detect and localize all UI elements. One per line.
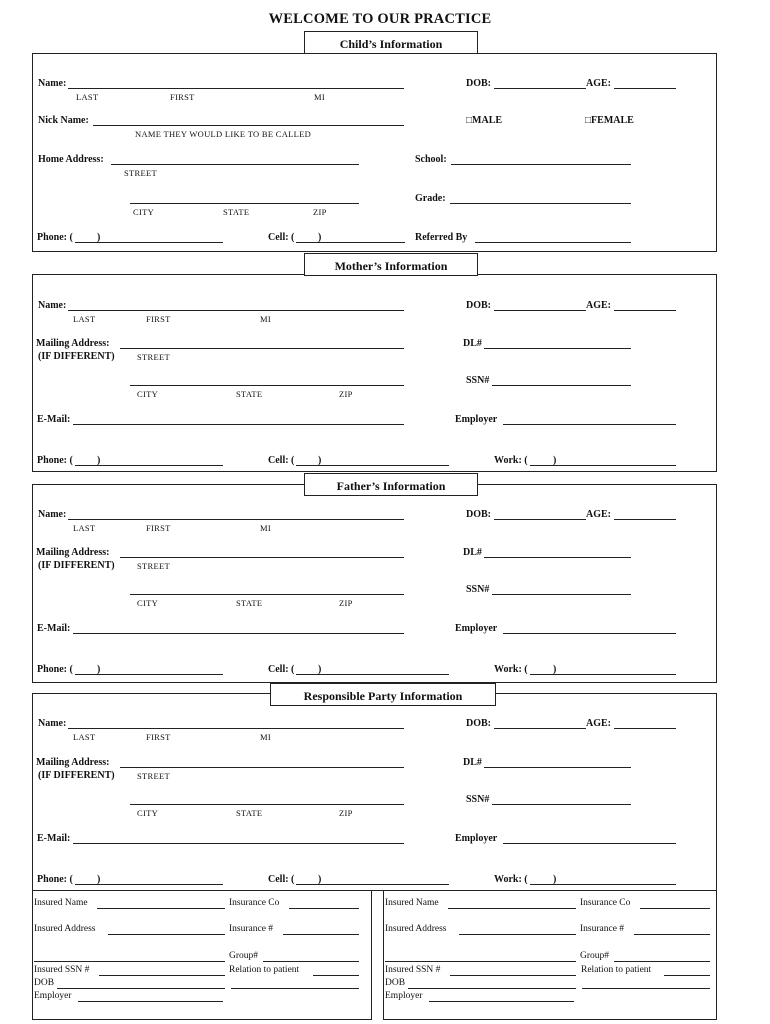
primary-relation-label: Relation to patient xyxy=(229,965,300,975)
father-city-hint: CITY xyxy=(137,598,159,608)
mother-state-hint: STATE xyxy=(236,389,263,399)
primary-insurance-num-field[interactable] xyxy=(283,934,359,935)
responsible-phone-paren: ) xyxy=(97,874,101,885)
mother-name-field[interactable] xyxy=(68,310,404,311)
child-school-label: School: xyxy=(415,154,447,165)
father-email-field[interactable] xyxy=(73,633,404,634)
primary-relation-line2-field[interactable] xyxy=(231,988,359,989)
child-cell-label: Cell: ( xyxy=(268,232,295,243)
responsible-email-label: E-Mail: xyxy=(37,833,71,844)
responsible-dob-label: DOB: xyxy=(466,718,491,729)
mother-last-hint: LAST xyxy=(73,314,96,324)
responsible-party-section xyxy=(32,693,717,891)
responsible-employer-field[interactable] xyxy=(503,843,676,844)
child-street-hint: STREET xyxy=(124,168,157,178)
father-work-field[interactable] xyxy=(530,674,676,675)
father-ssn-label: SSN# xyxy=(466,584,490,595)
responsible-state-hint: STATE xyxy=(236,808,263,818)
secondary-employer-label: Employer xyxy=(385,991,423,1001)
secondary-group-label: Group# xyxy=(580,951,610,961)
secondary-insured-name-label: Insured Name xyxy=(385,898,439,908)
responsible-ssn-label: SSN# xyxy=(466,794,490,805)
primary-insured-name-field[interactable] xyxy=(97,908,225,909)
mother-ssn-field[interactable] xyxy=(492,385,631,386)
child-phone-paren: ) xyxy=(97,232,101,243)
mother-info-section xyxy=(32,274,717,472)
father-employer-field[interactable] xyxy=(503,633,676,634)
mother-ssn-label: SSN# xyxy=(466,375,490,386)
mother-street-hint: STREET xyxy=(137,352,170,362)
mother-age-label: AGE: xyxy=(586,300,611,311)
father-mailing-field[interactable] xyxy=(120,557,404,558)
child-name-label: Name: xyxy=(38,78,67,89)
secondary-insured-address-label: Insured Address xyxy=(385,924,447,934)
father-last-hint: LAST xyxy=(73,523,96,533)
child-school-field[interactable] xyxy=(451,164,631,165)
primary-insured-name-label: Insured Name xyxy=(34,898,88,908)
responsible-phone-label: Phone: ( xyxy=(37,874,73,885)
child-info-section xyxy=(32,53,717,252)
responsible-email-field[interactable] xyxy=(73,843,404,844)
secondary-group-field[interactable] xyxy=(614,961,710,962)
mother-name-label: Name: xyxy=(38,300,67,311)
child-nickname-field[interactable] xyxy=(93,125,404,126)
child-city-state-zip-field[interactable] xyxy=(130,203,359,204)
mother-cell-label: Cell: ( xyxy=(268,455,295,466)
responsible-cell-paren: ) xyxy=(318,874,322,885)
mother-phone-paren: ) xyxy=(97,455,101,466)
responsible-zip-hint: ZIP xyxy=(339,808,353,818)
responsible-age-label: AGE: xyxy=(586,718,611,729)
father-info-section xyxy=(32,484,717,683)
child-street-field[interactable] xyxy=(111,164,359,165)
secondary-insured-ssn-field[interactable] xyxy=(450,975,576,976)
primary-group-field[interactable] xyxy=(263,961,359,962)
child-age-field[interactable] xyxy=(614,88,676,89)
child-state-hint: STATE xyxy=(223,207,250,217)
father-cell-label: Cell: ( xyxy=(268,664,295,675)
responsible-mailing-field[interactable] xyxy=(120,767,404,768)
secondary-employer-field[interactable] xyxy=(429,1001,574,1002)
child-female-checkbox[interactable]: □FEMALE xyxy=(585,115,634,126)
mother-city-state-zip-field[interactable] xyxy=(130,385,404,386)
child-nickname-hint: NAME THEY WOULD LIKE TO BE CALLED xyxy=(135,129,312,139)
responsible-mailing-label: Mailing Address: xyxy=(36,757,110,768)
mother-mailing-field[interactable] xyxy=(120,348,404,349)
mother-dob-field[interactable] xyxy=(494,310,586,311)
child-first-hint: FIRST xyxy=(170,92,195,102)
primary-insured-ssn-field[interactable] xyxy=(99,975,225,976)
father-if-different: (IF DIFFERENT) xyxy=(38,560,115,571)
responsible-city-hint: CITY xyxy=(137,808,159,818)
mother-mailing-label: Mailing Address: xyxy=(36,338,110,349)
responsible-employer-label: Employer xyxy=(455,833,498,844)
secondary-insured-ssn-label: Insured SSN # xyxy=(385,965,441,975)
mother-email-label: E-Mail: xyxy=(37,414,71,425)
primary-insured-address-label: Insured Address xyxy=(34,924,96,934)
primary-group-label: Group# xyxy=(229,951,259,961)
father-mi-hint: MI xyxy=(260,523,271,533)
secondary-insurance-co-field[interactable] xyxy=(640,908,710,909)
secondary-insurance-num-field[interactable] xyxy=(634,934,710,935)
child-mi-hint: MI xyxy=(314,92,325,102)
child-nickname-label: Nick Name: xyxy=(38,115,89,126)
responsible-name-field[interactable] xyxy=(68,728,404,729)
father-info-heading: Father’s Information xyxy=(304,473,478,496)
mother-dl-field[interactable] xyxy=(484,348,631,349)
father-city-state-zip-field[interactable] xyxy=(130,594,404,595)
father-name-field[interactable] xyxy=(68,519,404,520)
mother-work-paren: ) xyxy=(553,455,557,466)
child-name-field[interactable] xyxy=(68,88,404,89)
responsible-dob-field[interactable] xyxy=(494,728,586,729)
mother-first-hint: FIRST xyxy=(146,314,171,324)
mother-cell-paren: ) xyxy=(318,455,322,466)
secondary-insurance-co-label: Insurance Co xyxy=(580,898,631,908)
primary-insurance-co-label: Insurance Co xyxy=(229,898,280,908)
child-dob-label: DOB: xyxy=(466,78,491,89)
child-grade-label: Grade: xyxy=(415,193,446,204)
father-email-label: E-Mail: xyxy=(37,623,71,634)
primary-address-line2-field[interactable] xyxy=(34,961,225,962)
responsible-city-state-zip-field[interactable] xyxy=(130,804,404,805)
child-cell-paren: ) xyxy=(318,232,322,243)
secondary-relation-label: Relation to patient xyxy=(581,965,652,975)
father-street-hint: STREET xyxy=(137,561,170,571)
primary-dob-field[interactable] xyxy=(57,988,225,989)
primary-relation-field[interactable] xyxy=(313,975,359,976)
child-grade-field[interactable] xyxy=(450,203,631,204)
primary-insured-ssn-label: Insured SSN # xyxy=(34,965,90,975)
father-zip-hint: ZIP xyxy=(339,598,353,608)
primary-insurance-num-label: Insurance # xyxy=(229,924,274,934)
child-age-label: AGE: xyxy=(586,78,611,89)
child-home-address-label: Home Address: xyxy=(38,154,104,165)
responsible-first-hint: FIRST xyxy=(146,732,171,742)
father-state-hint: STATE xyxy=(236,598,263,608)
father-phone-paren: ) xyxy=(97,664,101,675)
child-zip-hint: ZIP xyxy=(313,207,327,217)
father-work-label: Work: ( xyxy=(494,664,528,675)
child-referred-label: Referred By xyxy=(415,232,468,243)
responsible-last-hint: LAST xyxy=(73,732,96,742)
responsible-ssn-field[interactable] xyxy=(492,804,631,805)
responsible-dl-field[interactable] xyxy=(484,767,631,768)
father-dob-label: DOB: xyxy=(466,509,491,520)
mother-phone-label: Phone: ( xyxy=(37,455,73,466)
child-phone-label: Phone: ( xyxy=(37,232,73,243)
mother-info-heading: Mother’s Information xyxy=(304,253,478,276)
responsible-dl-label: DL# xyxy=(463,757,482,768)
primary-insured-address-field[interactable] xyxy=(108,934,225,935)
mother-city-hint: CITY xyxy=(137,389,159,399)
child-city-hint: CITY xyxy=(133,207,155,217)
responsible-name-label: Name: xyxy=(38,718,67,729)
mother-work-label: Work: ( xyxy=(494,455,528,466)
father-phone-label: Phone: ( xyxy=(37,664,73,675)
mother-if-different: (IF DIFFERENT) xyxy=(38,351,115,362)
child-referred-field[interactable] xyxy=(475,242,631,243)
father-cell-paren: ) xyxy=(318,664,322,675)
father-first-hint: FIRST xyxy=(146,523,171,533)
responsible-cell-label: Cell: ( xyxy=(268,874,295,885)
secondary-insurance-num-label: Insurance # xyxy=(580,924,625,934)
secondary-insured-name-field[interactable] xyxy=(448,908,576,909)
secondary-dob-label: DOB xyxy=(385,978,406,988)
mother-work-field[interactable] xyxy=(530,465,676,466)
mother-employer-label: Employer xyxy=(455,414,498,425)
primary-insurance-co-field[interactable] xyxy=(289,908,359,909)
secondary-insured-address-field[interactable] xyxy=(459,934,576,935)
child-dob-field[interactable] xyxy=(494,88,586,89)
responsible-if-different: (IF DIFFERENT) xyxy=(38,770,115,781)
responsible-work-field[interactable] xyxy=(530,884,676,885)
father-dl-field[interactable] xyxy=(484,557,631,558)
mother-dl-label: DL# xyxy=(463,338,482,349)
mother-employer-field[interactable] xyxy=(503,424,676,425)
primary-employer-field[interactable] xyxy=(78,1001,223,1002)
child-cell-field[interactable] xyxy=(296,242,405,243)
child-info-heading: Child’s Information xyxy=(304,31,478,54)
mother-age-field[interactable] xyxy=(614,310,676,311)
father-dl-label: DL# xyxy=(463,547,482,558)
father-ssn-field[interactable] xyxy=(492,594,631,595)
responsible-work-label: Work: ( xyxy=(494,874,528,885)
primary-employer-label: Employer xyxy=(34,991,72,1001)
father-work-paren: ) xyxy=(553,664,557,675)
secondary-dob-field[interactable] xyxy=(408,988,576,989)
responsible-street-hint: STREET xyxy=(137,771,170,781)
mother-mi-hint: MI xyxy=(260,314,271,324)
mother-email-field[interactable] xyxy=(73,424,404,425)
secondary-relation-field[interactable] xyxy=(664,975,710,976)
father-dob-field[interactable] xyxy=(494,519,586,520)
child-last-hint: LAST xyxy=(76,92,99,102)
responsible-party-heading: Responsible Party Information xyxy=(270,683,496,706)
page-title: WELCOME TO OUR PRACTICE xyxy=(268,11,492,27)
father-name-label: Name: xyxy=(38,509,67,520)
secondary-relation-line2-field[interactable] xyxy=(582,988,710,989)
father-age-field[interactable] xyxy=(614,519,676,520)
responsible-work-paren: ) xyxy=(553,874,557,885)
father-age-label: AGE: xyxy=(586,509,611,520)
mother-zip-hint: ZIP xyxy=(339,389,353,399)
child-male-checkbox[interactable]: □MALE xyxy=(466,115,503,126)
father-mailing-label: Mailing Address: xyxy=(36,547,110,558)
responsible-mi-hint: MI xyxy=(260,732,271,742)
responsible-age-field[interactable] xyxy=(614,728,676,729)
mother-dob-label: DOB: xyxy=(466,300,491,311)
father-employer-label: Employer xyxy=(455,623,498,634)
primary-dob-label: DOB xyxy=(34,978,55,988)
secondary-address-line2-field[interactable] xyxy=(385,961,576,962)
